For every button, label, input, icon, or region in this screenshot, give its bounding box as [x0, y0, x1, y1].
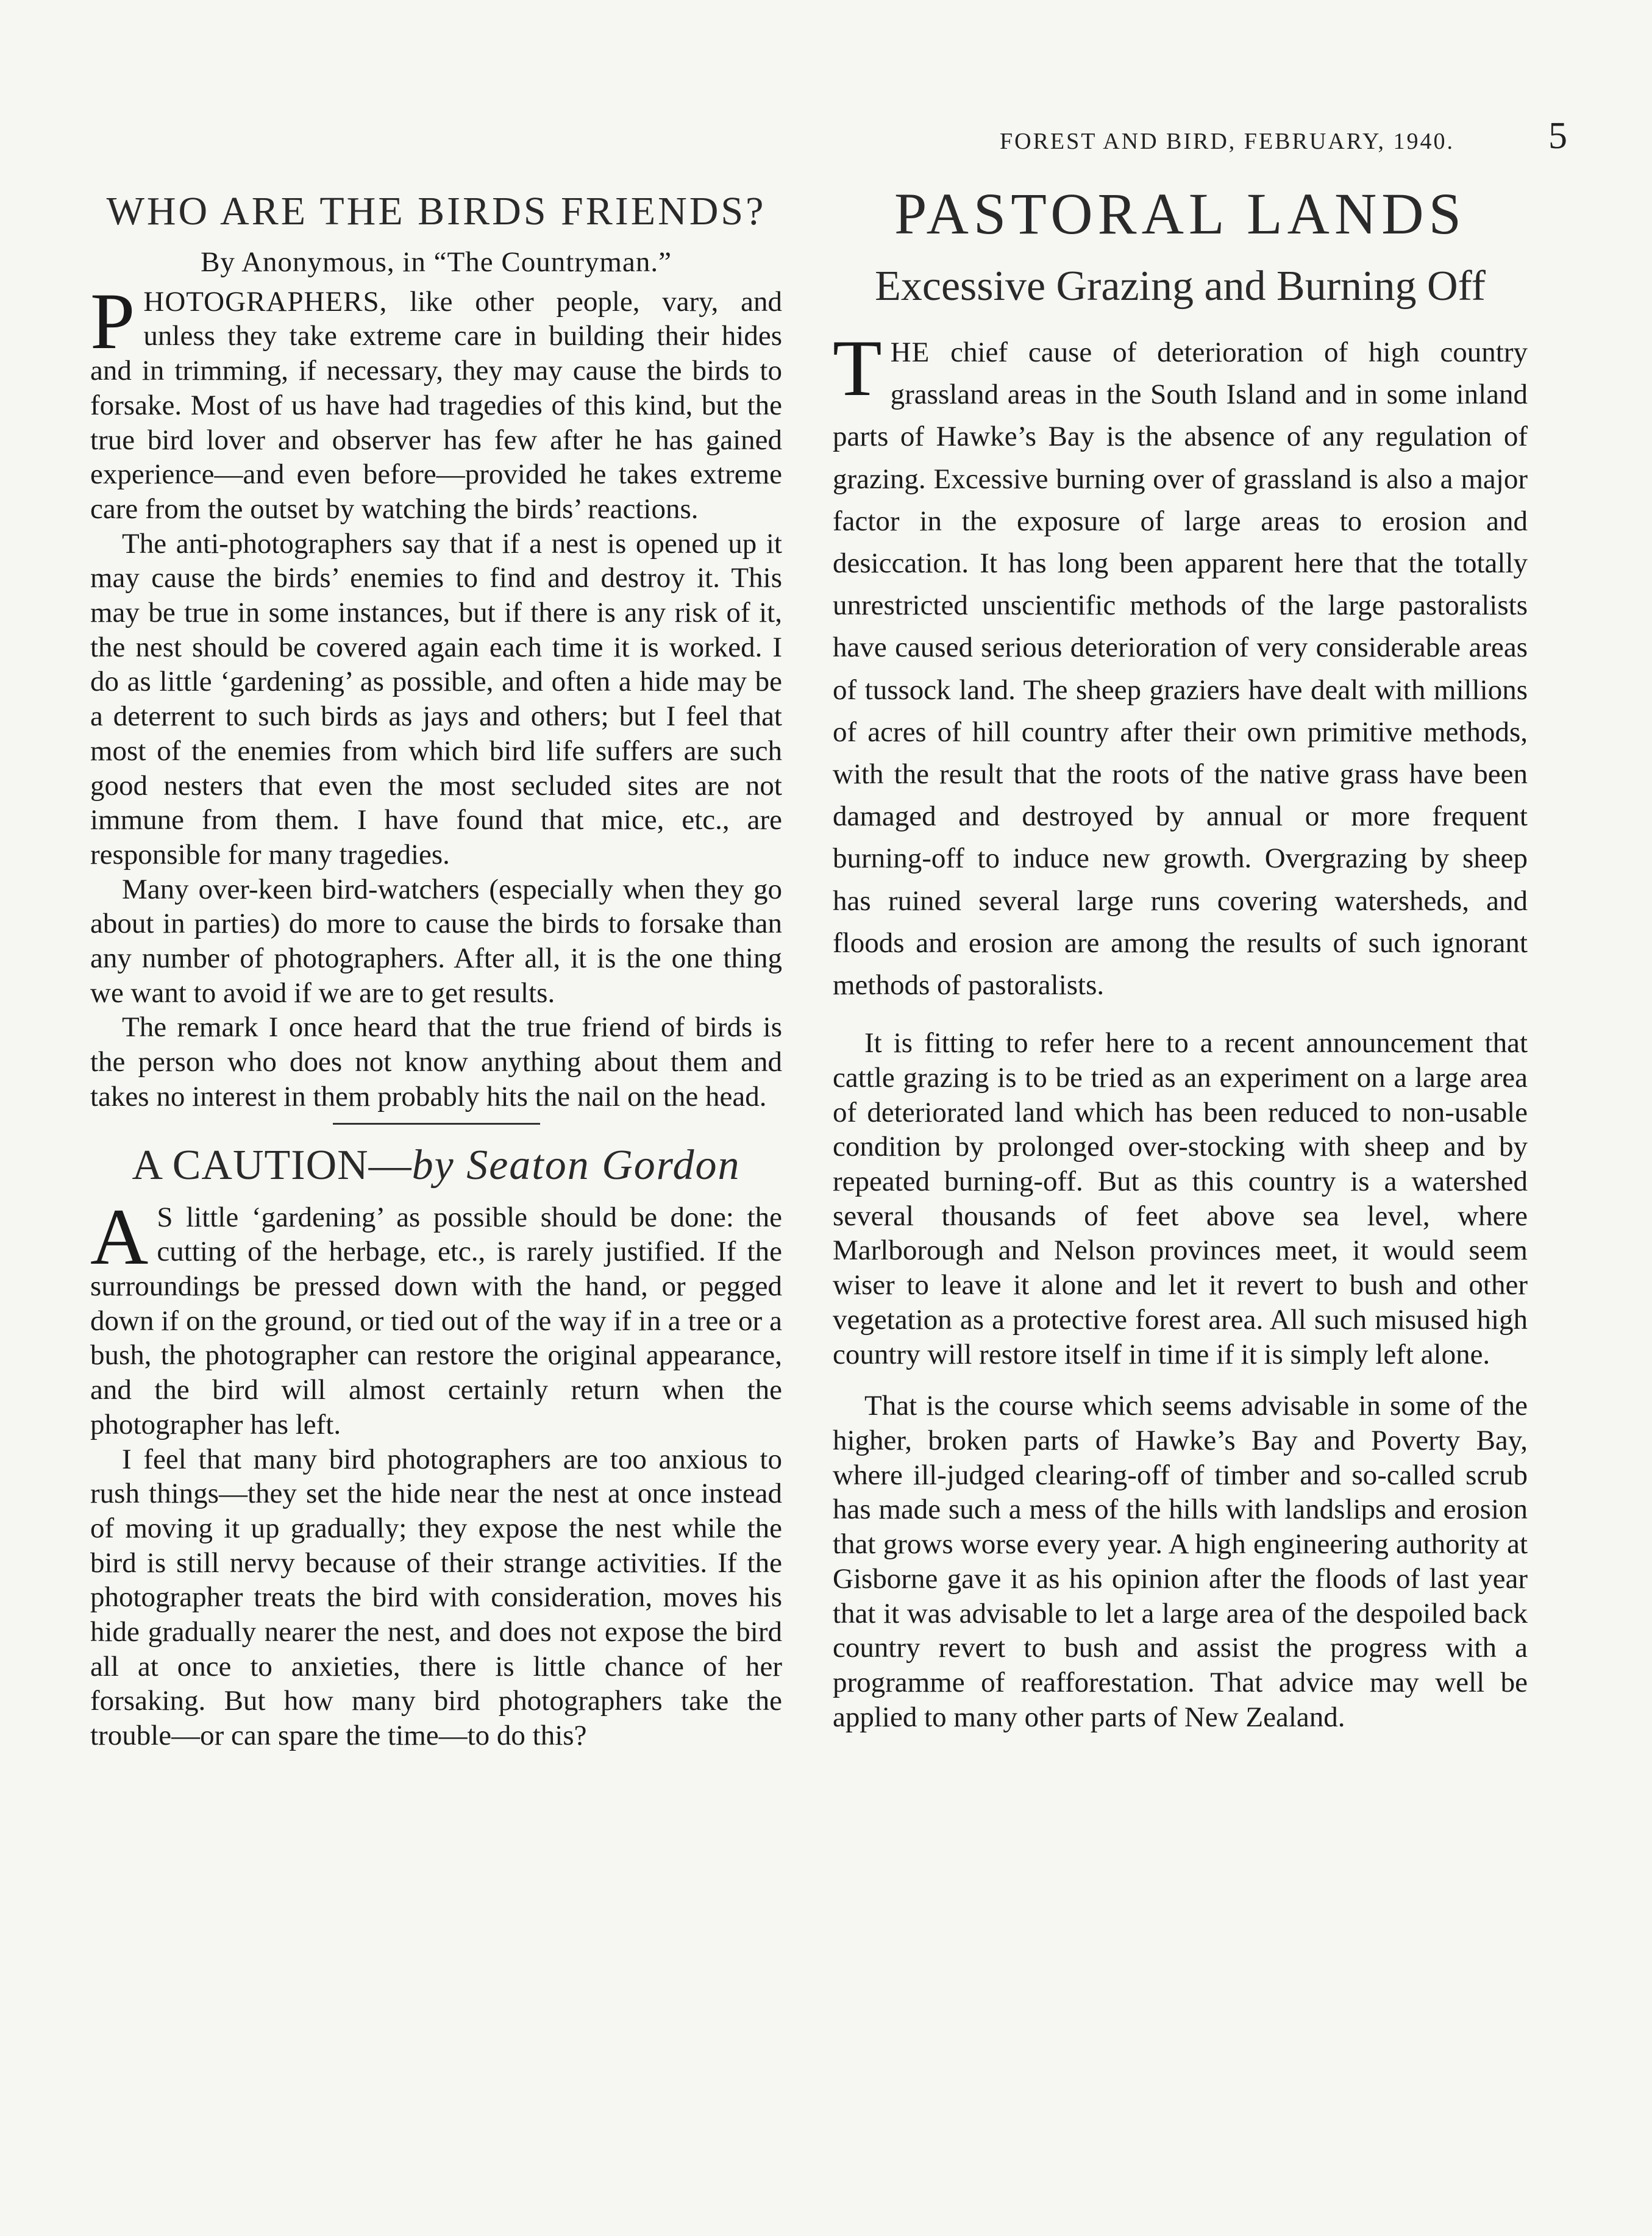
- caution-title-main: A CAUTION—: [132, 1141, 412, 1189]
- birds-friends-paragraph-4: The remark I once heard that the true friend of birds is the person who does not know anything about them and takes no interest in them probably hits the nail on the head.: [90, 1011, 782, 1113]
- pastoral-paragraph-2: It is fitting to refer here to a recent announcement that cattle grazing is to be tried as an experiment on a large area of deteriorated land which has been reduced to non-usable condition by prolonged over-stocking with sheep and by repeated burning-off. But as this country is a watershed several thousands of feet above sea level, where Marlborough and Nelson provinces meet, it would seem wiser to leave it alone and let it revert to bush and other vegetation as a protective forest area. All such misused high country will restore itself in time if it is simply left alone.: [833, 1027, 1528, 1370]
- birds-friends-paragraph-1: [90, 276, 782, 527]
- paragraph-text: S little ‘gardening’ as possible should be done: the cutting of the herbage, etc., is rarely justified. If the surroundings be pressed down with the hand, or pegged down if on the ground, or tied out of the way if in a tree or a bush, the photographer can restore the original appearance, and the bird will almost certainly return when the photographer has left.: [90, 1201, 782, 1440]
- article-title-pastoral-lands: PASTORAL LANDS: [894, 181, 1466, 246]
- drop-cap: T: [833, 323, 882, 413]
- right-column: [833, 181, 1528, 1734]
- birds-friends-paragraph-3: Many over-keen bird-watchers (especially when they go about in parties) do more to cause the birds to forsake than any number of photographers. After all, it is the one thing we want to avoid if we are to get results.: [90, 873, 782, 1009]
- caution-paragraph-2: I feel that many bird photographers are too anxious to rush things—they set the hide near the nest at once instead of moving it up gradually; they expose the nest while the bird is still nervy because of their strange activities. If the photographer treats the bird with consideration, moves his hide gradually nearer the nest, and does not expose the bird all at once to anxieties, there is little chance of her forsaking. But how many bird photographers take the trouble—or can spare the time—to do this?: [90, 1443, 782, 1752]
- lead-caps: HE: [890, 336, 930, 368]
- article-byline: By Anonymous, in “The Countryman.”: [201, 246, 672, 278]
- lead-caps: HOTOGRAPHERS,: [143, 285, 388, 318]
- paragraph-text: chief cause of deterioration of high country grassland areas in the South Island and in some inland parts of Hawke’s Bay is the absence of any regulation of grazing. Excessive burning over of grassland is also a major factor in the exposure of large areas to erosion and desiccation. It has long been apparent here that the totally unrestricted unscientific methods of the large pastoralists have caused serious deterioration of very considerable areas of tussock land. The sheep graziers have dealt with millions of acres of hill country after their own primitive methods, with the result that the roots of the native grass have been damaged and destroyed by annual or more frequent burning-off to induce new growth. Overgrazing by sheep has ruined several large runs covering watersheds, and floods and erosion are among the results of such ignorant methods of pastoralists.: [833, 336, 1528, 1002]
- caution-title-author: by Seaton Gordon: [411, 1141, 741, 1189]
- article-subtitle: Excessive Grazing and Burning Off: [875, 263, 1486, 310]
- pastoral-paragraph-3: That is the course which seems advisable in some of the higher, broken parts of Hawke’s Bay and Poverty Bay, where ill-judged clearing-off of timber and so-called scrub has made such a mess of the hills with landslips and erosion that grows worse every year. A high engineering authority at Gisborne gave it as his opinion after the floods of last year that it was advisable to let a large area of the despoiled back country revert to bush and assist the progress with a programme of reafforestation. That advice may well be applied to many other parts of New Zealand.: [833, 1390, 1528, 1733]
- page-number: 5: [1548, 115, 1567, 157]
- left-column: [90, 189, 782, 1753]
- article-title-birds-friends: WHO ARE THE BIRDS FRIENDS?: [106, 189, 766, 233]
- drop-cap: A: [90, 1191, 149, 1281]
- section-divider: [333, 1123, 540, 1125]
- running-head: FOREST AND BIRD, FEBRUARY, 1940.: [1000, 129, 1455, 154]
- caution-paragraph-1: [90, 1191, 782, 1442]
- drop-cap: P: [90, 276, 135, 366]
- birds-friends-paragraph-2: The anti-photographers say that if a nest is opened up it may cause the birds’ enemies to find and destroy it. This may be true in some instances, but if there is any risk of it, the nest should be covered again each time it is worked. I do as little ‘gardening’ as possible, and often a hide may be a deterrent to such birds as jays and others; but I feel that most of the enemies from which bird life suffers are such good nesters that even the most secluded sites are not immune from them. I have found that mice, etc., are responsible for many tragedies.: [90, 527, 782, 871]
- pastoral-paragraph-1: [833, 323, 1528, 1006]
- paragraph-text: like other people, vary, and unless they take extreme care in building their hides and in trimming, if necessary, they may cause the birds to forsake. Most of us have had tragedies of this kind, but the true bird lover and observer has few after he has gained experience—and even before—provided he takes extreme care from the outset by watching the birds’ reactions.: [90, 285, 782, 525]
- article-title-caution: [90, 1142, 782, 1189]
